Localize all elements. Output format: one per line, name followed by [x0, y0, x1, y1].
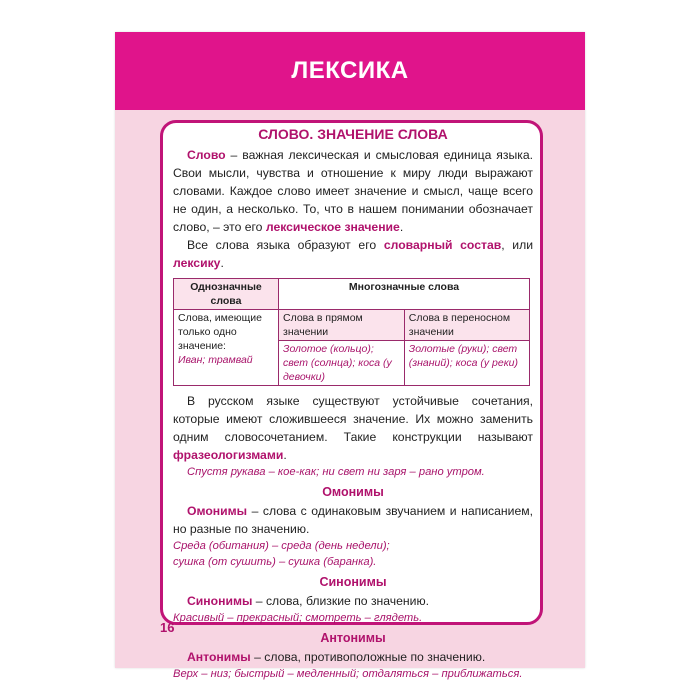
page-header — [115, 32, 585, 110]
book-page — [115, 32, 585, 680]
header-title: ЛЕКСИКА — [291, 57, 409, 84]
homonyms-definition: Омонимы – слова с одинаковым звучанием и написанием, но разные по значению. — [173, 504, 533, 536]
page-number: 16 — [160, 620, 175, 635]
intro-paragraph-2: Все слова языка образуют его словарный состав, или лексику. — [173, 238, 534, 270]
keyword-vocabulary: словарный состав — [383, 238, 502, 252]
homonyms-example-2: сушка (от сушить) – сушка (баранка). — [173, 556, 377, 568]
table-header-single-meaning: Однозначные слова — [174, 279, 279, 310]
keyword-lexical-meaning: лексическое значение — [265, 220, 400, 234]
antonyms-title: Антонимы — [320, 631, 386, 645]
antonyms-example: Верх – низ; быстрый – медленный; отдаляться – приближаться. — [173, 668, 523, 680]
intro-text-1: – важная лексическая и смысловая единица языка. Свои мысли, чувства и отношение к миру люди выражают словами. Каждое слово имеет значение и смысл, чаще всего не один, а несколько. То, что в нашем понимании обозначает слово, – это его — [173, 148, 533, 234]
single-meaning-examples: Иван; трамвай — [178, 354, 253, 366]
keyword-lexis: лексику — [173, 256, 221, 270]
word-types-table — [173, 278, 530, 386]
keyword-synonyms: Синонимы — [187, 594, 253, 608]
phraseology-text: В русском языке существуют устойчивые сочетания, которые имеют сложившееся значение. Их можно заменить одним словосочетанием. Такие конструкции называют — [173, 394, 533, 444]
keyword-homonyms: Омонимы — [187, 504, 248, 518]
keyword-antonyms: Антонимы — [187, 650, 251, 664]
antonyms-definition: Антонимы – слова, противоположные по значению. — [187, 650, 486, 664]
table-header-multiple-meaning: Многозначные слова — [279, 279, 530, 310]
direct-meaning-examples: Золотое (кольцо); свет (солнца); коса (у девочки) — [279, 341, 405, 386]
synonyms-example: Красивый – прекрасный; смотреть – глядеть. — [173, 612, 423, 624]
phraseology-paragraph: В русском языке существуют устойчивые сочетания, которые имеют сложившееся значение. Их можно заменить одним словосочетанием. Такие конструкции называют фразеологизмами. — [173, 394, 533, 462]
homonyms-example-1: Среда (обитания) – среда (день недели); — [173, 540, 390, 552]
intro-text-2: Все слова языка образуют его — [187, 238, 384, 252]
homonyms-title: Омонимы — [322, 485, 384, 499]
intro-paragraph-1: Слово – важная лексическая и смысловая единица языка. Свои мысли, чувства и отношение к миру люди выражают словами. Каждое слово имеет значение и смысл, чаще всего не один, а несколько. То, что в нашем понимании обозначает слово, – это его лексическое значение. — [173, 148, 533, 234]
table-subheader-figurative: Слова в переносном значении — [404, 310, 529, 341]
single-meaning-text: Слова, имеющие только одно значение: — [178, 312, 262, 352]
keyword-phraseologisms: фразеологизмами — [173, 448, 284, 462]
synonyms-title: Синонимы — [319, 575, 387, 589]
card-title: СЛОВО. ЗНАЧЕНИЕ СЛОВА — [258, 126, 448, 142]
figurative-meaning-examples: Золотые (руки); свет (знаний); коса (у реки) — [404, 341, 529, 386]
synonyms-definition: Синонимы – слова, близкие по значению. — [187, 594, 429, 608]
table-subheader-direct: Слова в прямом значении — [279, 310, 405, 341]
card-content — [173, 125, 533, 682]
keyword-word: Слово — [187, 148, 226, 162]
table-cell-single-meaning — [174, 310, 279, 386]
phraseology-example: Спустя рукава – кое-как; ни свет ни заря – рано утром. — [187, 466, 485, 478]
